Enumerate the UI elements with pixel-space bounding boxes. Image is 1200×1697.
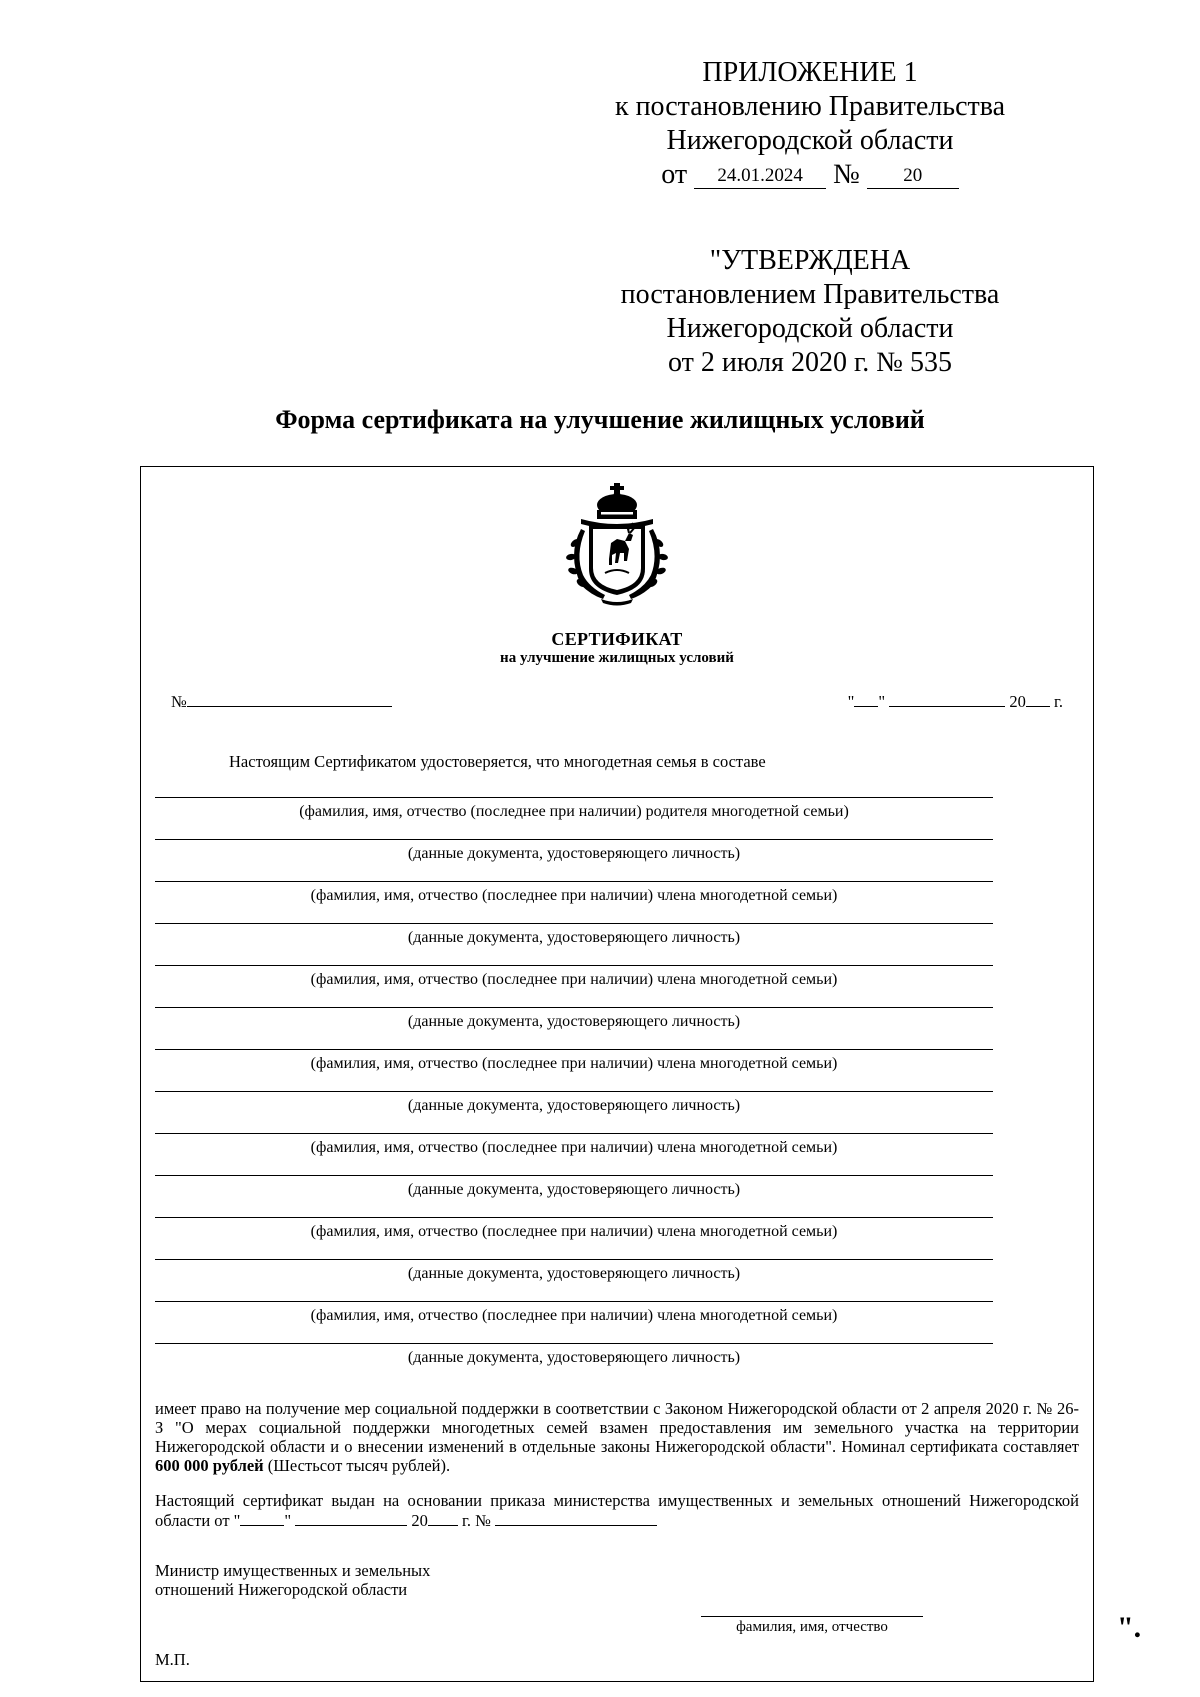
member-name-caption: (фамилия, имя, отчество (последнее при наличии) члена многодетной семьи)	[310, 887, 838, 904]
member-name-line	[155, 1217, 993, 1259]
appendix-ot-label: от	[661, 159, 688, 190]
member-name-caption: (фамилия, имя, отчество (последнее при наличии) члена многодетной семьи)	[310, 971, 838, 988]
coat-of-arms-icon	[551, 477, 683, 607]
minister-title-line-2: отношений Нижегородской области	[155, 1580, 408, 1599]
document-caption: (данные документа, удостоверяющего личность)	[407, 1181, 741, 1198]
document-caption: (данные документа, удостоверяющего личность)	[407, 929, 741, 946]
member-name-caption: (фамилия, имя, отчество (последнее при наличии) члена многодетной семьи)	[310, 1055, 838, 1072]
member-name-caption: (фамилия, имя, отчество (последнее при наличии) члена многодетной семьи)	[310, 1307, 838, 1324]
date-month-blank	[889, 691, 1005, 707]
order-date-quote: "	[284, 1511, 292, 1530]
appendix-line-2: к постановлению Правительства	[614, 91, 1006, 122]
document-caption: (данные документа, удостоверяющего личность)	[407, 1349, 741, 1366]
approved-line-4: от 2 июля 2020 г. № 535	[668, 347, 952, 378]
member-name-line	[155, 1301, 993, 1343]
minister-title-line-1: Министр имущественных и земельных	[155, 1561, 431, 1580]
date-quote-open: "	[847, 692, 855, 711]
order-day-blank	[240, 1510, 284, 1526]
approved-line-3: Нижегородской области	[666, 313, 954, 344]
document-caption: (данные документа, удостоверяющего личность)	[407, 845, 741, 862]
document-line	[155, 1007, 993, 1049]
certificate-number-date-row	[171, 691, 1063, 713]
certificate-title: СЕРТИФИКАТ	[551, 629, 683, 649]
approved-line-2: постановлением Правительства	[620, 279, 1000, 310]
order-number-blank	[495, 1510, 657, 1526]
date-quote-close: "	[878, 692, 886, 711]
document-line	[155, 1175, 993, 1217]
appendix-date-line	[661, 158, 959, 192]
signature-line	[701, 1616, 923, 1617]
member-name-line	[155, 1133, 993, 1175]
document-caption: (данные документа, удостоверяющего личность)	[407, 1265, 741, 1282]
document-line	[155, 1091, 993, 1133]
date-year-blank	[1026, 691, 1050, 707]
minister-title	[155, 1561, 430, 1599]
document-caption: (данные документа, удостоверяющего личность)	[407, 1097, 741, 1114]
closing-quote-mark: ".	[1117, 1611, 1142, 1644]
document-line	[155, 1259, 993, 1301]
appendix-no-label: №	[833, 159, 860, 190]
appendix-number-value: 20	[867, 164, 959, 189]
number-label: №	[171, 692, 187, 711]
order-year-blank	[428, 1510, 458, 1526]
date-g-label: г.	[1053, 692, 1063, 711]
certificate-subtitle: на улучшение жилищных условий	[500, 650, 734, 666]
nominal-amount-words: (Шестьсот тысяч рублей).	[263, 1456, 451, 1475]
date-year-prefix: 20	[1009, 692, 1026, 711]
order-month-blank	[295, 1510, 407, 1526]
document-caption: (данные документа, удостоверяющего личность)	[407, 1013, 741, 1030]
document-line	[155, 923, 993, 965]
document-line	[155, 839, 993, 881]
parent-name-line	[155, 797, 993, 839]
stamp-place: М.П.	[155, 1650, 190, 1669]
signature-caption: фамилия, имя, отчество	[736, 1619, 888, 1635]
appendix-date-value: 24.01.2024	[694, 164, 826, 189]
issuance-text: Настоящий сертификат выдан на основании приказа министерства имущественных и земельных отношений Нижегородской области от "	[155, 1491, 1079, 1530]
document-line	[155, 1343, 993, 1385]
approved-line-1: "УТВЕРЖДЕНА	[709, 245, 911, 276]
certificate-date-field	[848, 691, 1063, 712]
member-name-caption: (фамилия, имя, отчество (последнее при наличии) члена многодетной семьи)	[310, 1223, 838, 1240]
certificate-number-field	[171, 691, 392, 712]
date-day-blank	[854, 691, 878, 707]
appendix-header	[590, 56, 1030, 192]
member-name-line	[155, 1049, 993, 1091]
appendix-title: ПРИЛОЖЕНИЕ 1	[702, 57, 918, 88]
number-blank	[187, 691, 392, 707]
certificate-nominal-amount: 600 000 рублей	[155, 1456, 264, 1475]
family-members-lines	[155, 797, 993, 1385]
member-name-line	[155, 881, 993, 923]
issuance-paragraph	[155, 1491, 1079, 1530]
entitlement-text: имеет право на получение мер социальной поддержки в соответствии с Законом Нижегородской области от 2 апреля 2020 г. № 26-З "О мерах социальной поддержки многодетных семей взамен предоставления им земельного участка на территории Нижегородской области и о внесении изменений в отдельные законы Нижегородской области". Номинал сертификата составляет	[155, 1399, 1079, 1456]
certificate-intro: Настоящим Сертификатом удостоверяется, что многодетная семья в составе	[229, 752, 766, 771]
order-number-label: г. №	[462, 1511, 491, 1530]
entitlement-paragraph	[155, 1399, 1079, 1475]
parent-name-caption: (фамилия, имя, отчество (последнее при наличии) родителя многодетной семьи)	[299, 803, 849, 820]
form-title: Форма сертификата на улучшение жилищных условий	[275, 405, 925, 434]
appendix-line-3: Нижегородской области	[666, 125, 954, 156]
approved-header	[590, 244, 1030, 380]
certificate-frame	[140, 466, 1094, 1682]
member-name-caption: (фамилия, имя, отчество (последнее при наличии) члена многодетной семьи)	[310, 1139, 838, 1156]
member-name-line	[155, 965, 993, 1007]
order-year-prefix: 20	[411, 1511, 428, 1530]
